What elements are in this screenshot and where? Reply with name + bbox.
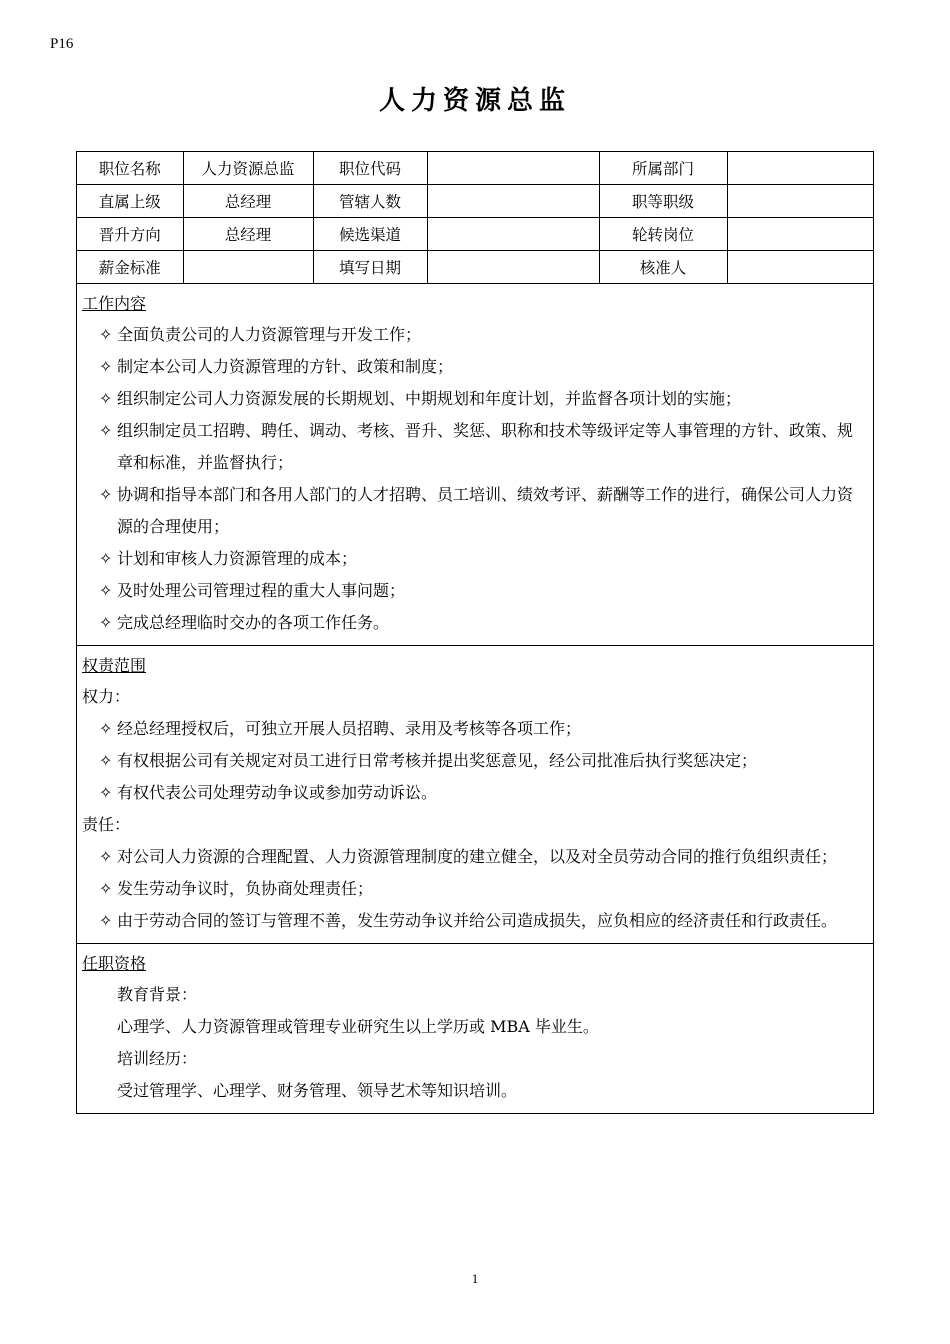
info-label-cell: 轮转岗位 bbox=[599, 218, 727, 251]
info-value-cell bbox=[727, 251, 873, 284]
power-list bbox=[82, 713, 867, 809]
page-label: P16 bbox=[50, 36, 74, 52]
info-value-cell: 总经理 bbox=[183, 185, 313, 218]
diamond-bullet-icon: ✧ bbox=[99, 613, 113, 632]
education-label: 教育背景： bbox=[117, 985, 198, 1004]
training-label: 培训经历： bbox=[117, 1049, 198, 1068]
info-label-cell: 候选渠道 bbox=[313, 218, 427, 251]
info-value-cell bbox=[183, 251, 313, 284]
list-item-text: 有权根据公司有关规定对员工进行日常考核并提出奖惩意见，经公司批准后执行奖惩决定； bbox=[117, 751, 758, 770]
info-row bbox=[77, 152, 873, 185]
list-item bbox=[82, 607, 867, 639]
qualification-heading: 任职资格 bbox=[82, 954, 147, 973]
diamond-bullet-icon: ✧ bbox=[99, 581, 113, 600]
job-description-form bbox=[76, 151, 874, 1114]
info-label-cell: 核准人 bbox=[599, 251, 727, 284]
document-title: 人力资源总监 bbox=[378, 86, 571, 116]
info-label-cell: 晋升方向 bbox=[77, 218, 183, 251]
qualification-section bbox=[77, 943, 873, 1113]
list-item bbox=[82, 873, 867, 905]
diamond-bullet-icon: ✧ bbox=[99, 357, 113, 376]
list-item bbox=[82, 479, 867, 543]
list-item bbox=[82, 905, 867, 937]
diamond-bullet-icon: ✧ bbox=[99, 325, 113, 344]
info-row bbox=[77, 218, 873, 251]
diamond-bullet-icon: ✧ bbox=[99, 719, 113, 738]
info-value-cell bbox=[427, 185, 599, 218]
info-label-cell: 填写日期 bbox=[313, 251, 427, 284]
duty-list bbox=[82, 841, 867, 937]
diamond-bullet-icon: ✧ bbox=[99, 783, 113, 802]
diamond-bullet-icon: ✧ bbox=[99, 389, 113, 408]
list-item bbox=[82, 319, 867, 351]
info-value-cell bbox=[427, 152, 599, 185]
diamond-bullet-icon: ✧ bbox=[99, 847, 113, 866]
info-label-cell: 职位名称 bbox=[77, 152, 183, 185]
list-item bbox=[82, 841, 867, 873]
info-label-cell: 职等职级 bbox=[599, 185, 727, 218]
diamond-bullet-icon: ✧ bbox=[99, 751, 113, 770]
list-item bbox=[82, 575, 867, 607]
info-value-cell bbox=[727, 185, 873, 218]
list-item-text: 全面负责公司的人力资源管理与开发工作； bbox=[117, 325, 422, 344]
work-content-list bbox=[82, 319, 867, 639]
work-content-section bbox=[77, 284, 873, 645]
info-value-cell bbox=[727, 152, 873, 185]
footer-page-number: 1 bbox=[471, 1271, 479, 1286]
training-value: 受过管理学、心理学、财务管理、领导艺术等知识培训。 bbox=[117, 1081, 518, 1100]
list-item-text: 协调和指导本部门和各用人部门的人才招聘、员工培训、绩效考评、薪酬等工作的进行，确保公司人力资源的合理使用； bbox=[117, 485, 854, 536]
diamond-bullet-icon: ✧ bbox=[99, 485, 113, 504]
info-value-cell bbox=[427, 218, 599, 251]
info-value-cell: 人力资源总监 bbox=[183, 152, 313, 185]
diamond-bullet-icon: ✧ bbox=[99, 549, 113, 568]
info-row bbox=[77, 185, 873, 218]
info-row bbox=[77, 251, 873, 284]
list-item bbox=[82, 543, 867, 575]
list-item-text: 组织制定公司人力资源发展的长期规划、中期规划和年度计划，并监督各项计划的实施； bbox=[117, 389, 742, 408]
list-item-text: 完成总经理临时交办的各项工作任务。 bbox=[117, 613, 390, 632]
diamond-bullet-icon: ✧ bbox=[99, 879, 113, 898]
list-item-text: 有权代表公司处理劳动争议或参加劳动诉讼。 bbox=[117, 783, 438, 802]
diamond-bullet-icon: ✧ bbox=[99, 911, 113, 930]
list-item-text: 对公司人力资源的合理配置、人力资源管理制度的建立健全，以及对全员劳动合同的推行负组织责任； bbox=[117, 847, 838, 866]
power-label: 权力： bbox=[82, 687, 131, 706]
info-label-cell: 直属上级 bbox=[77, 185, 183, 218]
list-item bbox=[82, 351, 867, 383]
list-item-text: 发生劳动争议时，负协商处理责任； bbox=[117, 879, 374, 898]
list-item-text: 组织制定员工招聘、聘任、调动、考核、晋升、奖惩、职称和技术等级评定等人事管理的方针、政策、规章和标准，并监督执行； bbox=[117, 421, 854, 472]
list-item-text: 及时处理公司管理过程的重大人事问题； bbox=[117, 581, 406, 600]
info-label-cell: 职位代码 bbox=[313, 152, 427, 185]
list-item-text: 制定本公司人力资源管理的方针、政策和制度； bbox=[117, 357, 454, 376]
list-item bbox=[82, 777, 867, 809]
list-item bbox=[82, 713, 867, 745]
authority-section bbox=[77, 645, 873, 943]
list-item-text: 经总经理授权后，可独立开展人员招聘、录用及考核等各项工作； bbox=[117, 719, 582, 738]
authority-heading: 权责范围 bbox=[82, 656, 147, 675]
info-label-cell: 薪金标准 bbox=[77, 251, 183, 284]
list-item bbox=[82, 745, 867, 777]
work-content-heading: 工作内容 bbox=[82, 294, 147, 313]
info-value-cell bbox=[727, 218, 873, 251]
education-value: 心理学、人力资源管理或管理专业研究生以上学历或 MBA 毕业生。 bbox=[117, 1017, 599, 1036]
list-item bbox=[82, 415, 867, 479]
info-label-cell: 管辖人数 bbox=[313, 185, 427, 218]
list-item-text: 由于劳动合同的签订与管理不善，发生劳动争议并给公司造成损失，应负相应的经济责任和行政责任。 bbox=[117, 911, 838, 930]
list-item-text: 计划和审核人力资源管理的成本； bbox=[117, 549, 358, 568]
list-item bbox=[82, 383, 867, 415]
info-value-cell: 总经理 bbox=[183, 218, 313, 251]
position-info-table bbox=[77, 152, 873, 284]
diamond-bullet-icon: ✧ bbox=[99, 421, 113, 440]
info-value-cell bbox=[427, 251, 599, 284]
duty-label: 责任： bbox=[82, 815, 131, 834]
info-label-cell: 所属部门 bbox=[599, 152, 727, 185]
